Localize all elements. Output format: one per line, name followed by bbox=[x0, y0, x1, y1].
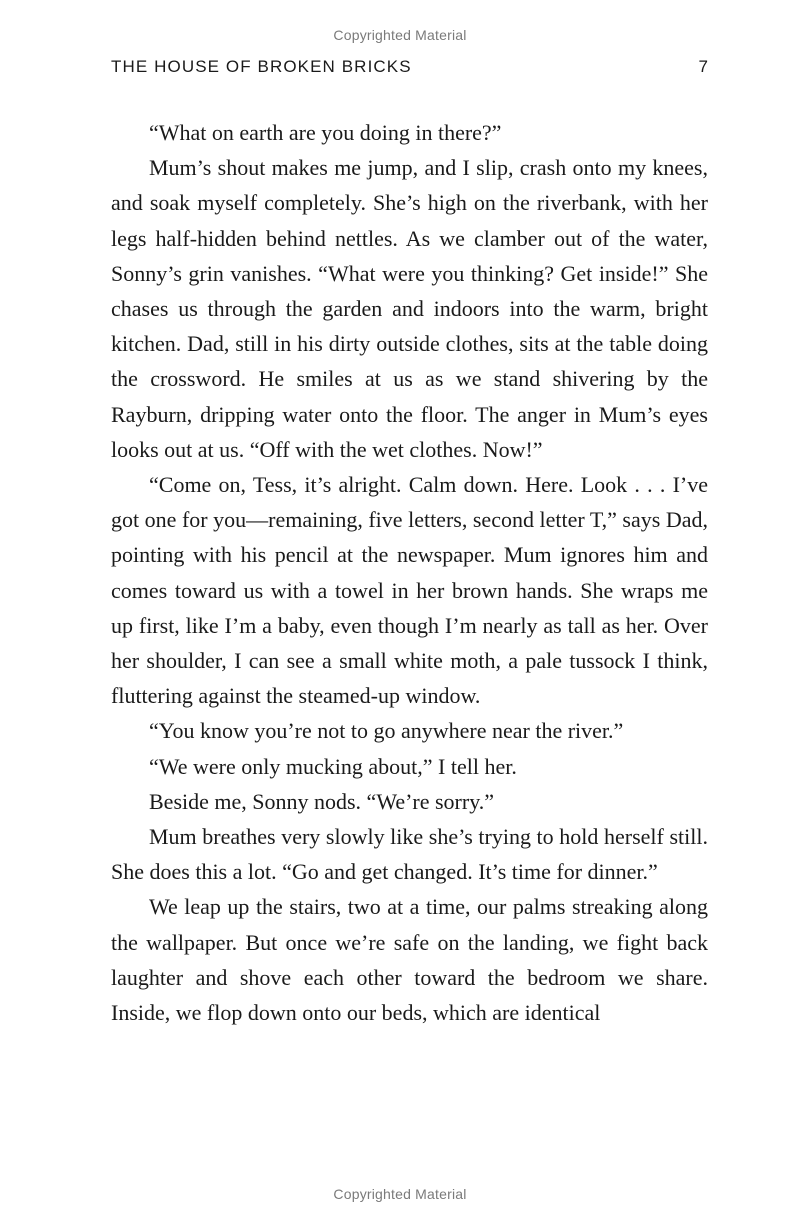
paragraph: We leap up the stairs, two at a time, our palms streaking along the wallpaper. But once we’re safe on the landing, we fight back laughter and shove each other toward the bedroom we share. Inside, we flop down onto our beds, which are identical bbox=[111, 894, 708, 1026]
paragraph: Mum’s shout makes me jump, and I slip, crash onto my knees, and soak myself completely. She’s high on the riverbank, with her legs half-hidden behind nettles. As we clamber out of the water, Sonny’s grin vanishes. “What were you thinking? Get inside!” She chases us through the garden and indoors into the warm, bright kitchen. Dad, still in his dirty outside clothes, sits at the table doing the crossword. He smiles at us as we stand shivering by the Rayburn, dripping water onto the floor. The anger in Mum’s eyes looks out at us. “Off with the wet clothes. Now!” bbox=[111, 155, 708, 462]
paragraph: “What on earth are you doing in there?” bbox=[149, 120, 502, 145]
paragraph: “You know you’re not to go anywhere near the river.” bbox=[149, 718, 624, 744]
book-title: THE HOUSE OF BROKEN BRICKS bbox=[111, 57, 412, 76]
paragraph: Beside me, Sonny nods. “We’re sorry.” bbox=[149, 788, 495, 814]
paragraph: “Come on, Tess, it’s alright. Calm down. Here. Look . . . I’ve got one for you—remaining, five letters, second letter T,” says Dad, pointing with his pencil at the newspaper. Mum ignores him and comes toward us with a towel in her brown hands. She wraps me up first, like I’m a baby, even though I’m nearly as tall as her. Over her shoulder, I can see a small white moth, a pale tussock I think, fluttering against the steamed-up window. bbox=[111, 472, 708, 709]
paragraph: Mum breathes very slowly like she’s trying to hold herself still. She does this a lot. “Go and get changed. It’s time for dinner.” bbox=[111, 824, 708, 885]
running-header bbox=[111, 57, 708, 77]
body-text bbox=[111, 115, 708, 1030]
paragraph: “We were only mucking about,” I tell her. bbox=[149, 753, 517, 779]
watermark-bottom: Copyrighted Material bbox=[333, 1186, 467, 1202]
watermark-top: Copyrighted Material bbox=[333, 27, 467, 43]
page-number: 7 bbox=[698, 57, 708, 76]
